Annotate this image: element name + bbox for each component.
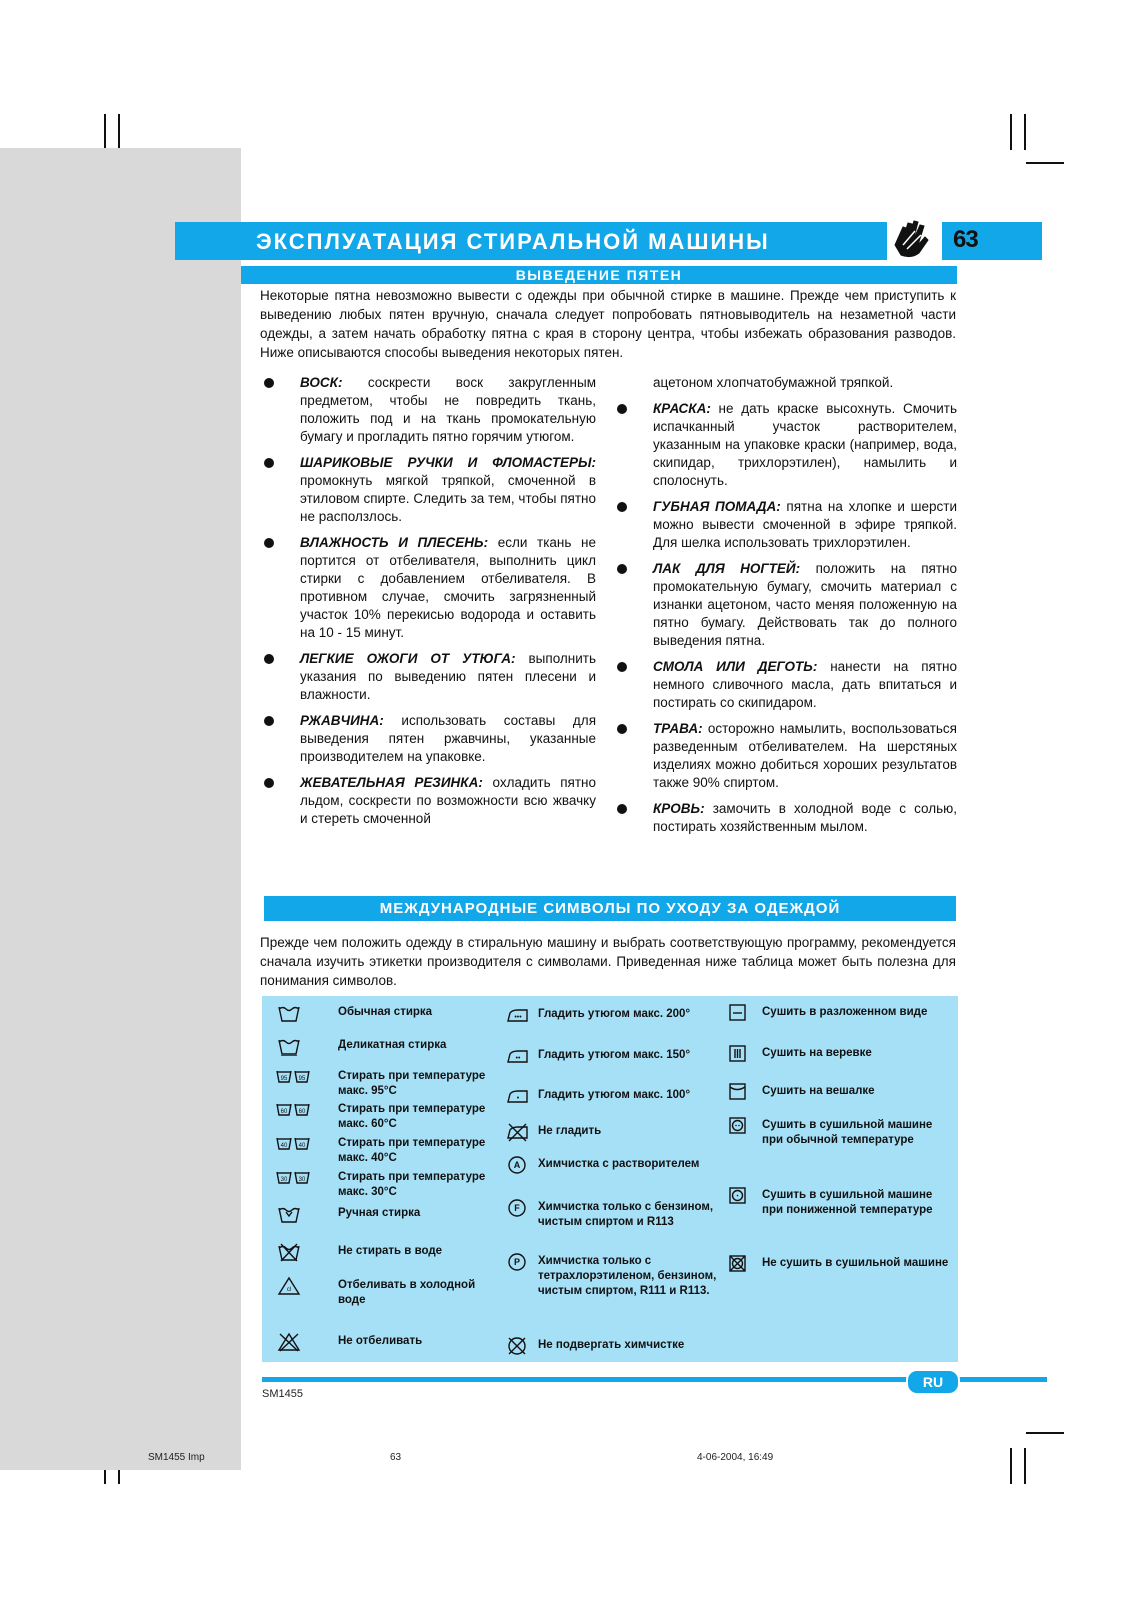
stain-term: ТРАВА: (653, 721, 703, 736)
bullet-icon (617, 564, 627, 574)
gray-sidebar (0, 148, 241, 1470)
symbol-label: Не стирать в воде (338, 1245, 443, 1257)
symbol-label: Ручная стирка (338, 1207, 421, 1219)
bullet-icon (264, 778, 274, 788)
stain-text: выполнить указания по выведению пятен плесени и влажности. (300, 651, 596, 702)
stain-text: нанести на пятно немного сливочного масла, дать впитаться и постирать со скипидаром. (653, 659, 958, 710)
bullet-icon (617, 724, 627, 734)
intl-intro: Прежде чем положить одежду в стиральную машину и выбрать соответствующую программу, рекомендуется сначала изучить этикетки производителя с символами. Приведенная ниже таблица может быть полезна для понимания символов. (260, 935, 956, 988)
symbol-label: Гладить утюгом макс. 200° (538, 1008, 691, 1020)
symbol-label: Гладить утюгом макс. 100° (538, 1089, 691, 1101)
svg-text:A: A (513, 1160, 521, 1170)
crop-mark (1026, 1432, 1064, 1434)
stain-item (262, 534, 596, 642)
crop-mark (1024, 1448, 1026, 1484)
svg-text:40: 40 (298, 1143, 306, 1149)
symbols-panel (262, 996, 958, 1362)
svg-text:95: 95 (298, 1076, 306, 1082)
svg-text:••: •• (515, 1055, 521, 1062)
model-code: SM1455 (262, 1388, 303, 1400)
stain-item (615, 560, 957, 650)
symbol-label: Сушить в сушильной машине при пониженной температуре (762, 1189, 933, 1216)
stain-term: ЛАК ДЛЯ НОГТЕЙ: (653, 561, 801, 576)
stain-text: замочить в холодной воде с солью, постирать хозяйственным мылом. (653, 801, 957, 834)
bullet-icon (617, 804, 627, 814)
crop-mark (118, 114, 120, 150)
stain-term: ГУБНАЯ ПОМАДА: (653, 499, 781, 514)
stain-term: РЖАВЧИНА: (300, 713, 384, 728)
stain-item (615, 498, 957, 552)
left-column (262, 374, 596, 836)
bullet-icon (264, 458, 274, 468)
continuation-text: ацетоном хлопчатобумажной тряпкой. (653, 375, 894, 390)
page-title: ЭКСПЛУАТАЦИЯ СТИРАЛЬНОЙ МАШИНЫ (256, 229, 770, 254)
stain-item (262, 774, 596, 828)
symbol-label: Обычная стирка (338, 1006, 433, 1018)
bullet-icon (617, 502, 627, 512)
stain-text: промокнуть мягкой тряпкой, смоченной в этиловом спирте. Следить за тем, чтобы пятно не расползлось. (300, 473, 596, 524)
svg-text:•••: ••• (514, 1014, 522, 1021)
stain-text: не дать краске высохнуть. Смочить испачканный участок растворителем, указанным на упаковке краски (например, вода, скипидар, трихлорэтилен), намылить и сполоснуть. (653, 401, 957, 488)
language-badge: RU (906, 1369, 960, 1395)
symbol-label: Сушить в разложенном виде (762, 1006, 928, 1018)
symbol-label: Гладить утюгом макс. 150° (538, 1049, 691, 1061)
crop-mark (104, 114, 106, 150)
stain-item (615, 800, 957, 836)
stain-text: использовать составы для выведения пятен ржавчины, указанные производителем на упаковке. (300, 713, 596, 764)
stain-term: КРОВЬ: (653, 801, 705, 816)
symbol-label: Сушить на вешалке (762, 1085, 875, 1097)
stain-term: ЛЕГКИЕ ОЖОГИ ОТ УТЮГА: (300, 651, 516, 666)
bullet-icon (264, 538, 274, 548)
stain-term: ШАРИКОВЫЕ РУЧКИ И ФЛОМАСТЕРЫ: (300, 455, 596, 470)
svg-text:60: 60 (280, 1109, 288, 1115)
bullet-icon (264, 378, 274, 388)
footer-page: 63 (390, 1452, 402, 1463)
stain-text: соскрести воск закругленным предметом, чтобы не повредить ткань, положить под и на ткань промокательную бумагу и прогладить пятно горячим утюгом. (300, 375, 596, 444)
svg-text:95: 95 (280, 1076, 288, 1082)
hand-icon (891, 215, 935, 261)
stain-term: КРАСКА: (653, 401, 711, 416)
crop-mark (1026, 162, 1064, 164)
svg-text:60: 60 (298, 1109, 306, 1115)
svg-text:40: 40 (280, 1143, 288, 1149)
svg-text:cl: cl (286, 1287, 292, 1293)
footer-date: 4-06-2004, 16:49 (697, 1452, 774, 1463)
symbol-label: Химчистка с растворителем (538, 1158, 700, 1170)
svg-text:P: P (513, 1257, 521, 1267)
stain-term: ВЛАЖНОСТЬ И ПЛЕСЕНЬ: (300, 535, 489, 550)
stain-item (262, 374, 596, 446)
stain-item (262, 454, 596, 526)
right-column (615, 374, 957, 844)
stain-item (615, 658, 957, 712)
symbol-label: Химчистка только с бензином, чистым спиртом и R113 (538, 1201, 714, 1228)
stain-text: охладить пятно льдом, соскрести по возможности всю жвачку и стереть смоченной (300, 775, 596, 826)
symbol-label: Деликатная стирка (338, 1039, 447, 1051)
stain-item (262, 712, 596, 766)
symbol-label: Сушить в сушильной машине при обычной температуре (762, 1119, 933, 1146)
crop-mark (1010, 114, 1012, 150)
stain-text: пятна на хлопке и шерсти можно вывести смоченной в эфире тряпкой. Для шелка использовать трихлорэтилен. (653, 499, 957, 550)
symbol-label: Не сушить в сушильной машине (762, 1257, 949, 1269)
symbol-label: Химчистка только с тетрахлорэтиленом, бензином, чистым спиртом, R111 и R113. (538, 1255, 717, 1297)
stain-term: СМОЛА ИЛИ ДЕГОТЬ: (653, 659, 818, 674)
stain-item (615, 720, 957, 792)
stain-term: ВОСК: (300, 375, 343, 390)
bullet-icon (617, 662, 627, 672)
intl-section-title: МЕЖДУНАРОДНЫЕ СИМВОЛЫ ПО УХОДУ ЗА ОДЕЖДОЙ (379, 900, 841, 917)
svg-text:30: 30 (298, 1177, 306, 1183)
symbol-label: Стирать при температуре макс. 30°C (338, 1171, 486, 1198)
section-title: ВЫВЕДЕНИЕ ПЯТЕН (515, 267, 683, 283)
svg-text:30: 30 (280, 1177, 288, 1183)
symbol-label: Отбеливать в холодной воде (338, 1279, 476, 1306)
symbol-label: Не гладить (538, 1125, 602, 1137)
intro-paragraph: Некоторые пятна невозможно вывести с одежды при обычной стирке в машине. Прежде чем приступить к выведению любых пятен вручную, сначала следует попробовать пятновыводитель на незаметной части одежды, а затем начать обработку пятна с края в сторону центра, чтобы избежать образования разводов. Ниже описываются способы выведения некоторых пятен. (260, 288, 956, 360)
crop-mark (1010, 1448, 1012, 1484)
svg-text:F: F (514, 1203, 520, 1213)
stain-term: ЖЕВАТЕЛЬНАЯ РЕЗИНКА: (300, 775, 483, 790)
stain-text: если ткань не портится от отбеливателя, выполнить цикл стирки с добавлением отбеливателя. В противном случае, смочить загрязненный участок 10% перекисью водорода и оставить на 10 - 15 минут. (300, 535, 596, 640)
svg-text:•: • (516, 1095, 520, 1102)
symbol-label: Стирать при температуре макс. 40°C (338, 1137, 486, 1164)
symbol-label: Сушить на веревке (762, 1047, 872, 1059)
symbol-label: Не подвергать химчистке (538, 1339, 685, 1351)
stain-item (615, 400, 957, 490)
bullet-icon (264, 654, 274, 664)
bullet-icon (264, 716, 274, 726)
page-number: 63 (953, 226, 978, 253)
footer-file: SM1455 Imp (148, 1452, 205, 1463)
crop-mark (1024, 114, 1026, 150)
stain-text: положить на пятно промокательную бумагу, смочить материал с изнанки ацетоном, часто меняя положенную на пятно бумагу. Действовать так до полного выведения пятна. (653, 561, 957, 648)
stain-item (262, 650, 596, 704)
symbol-label: Не отбеливать (338, 1335, 423, 1347)
symbol-label: Стирать при температуре макс. 60°C (338, 1103, 486, 1130)
symbol-label: Стирать при температуре макс. 95°C (338, 1070, 486, 1097)
stain-text: осторожно намылить, воспользоваться разведенным отбеливателем. На шерстяных изделиях можно добиться хороших результатов также 90% спиртом. (653, 721, 957, 790)
bullet-icon (617, 404, 627, 414)
